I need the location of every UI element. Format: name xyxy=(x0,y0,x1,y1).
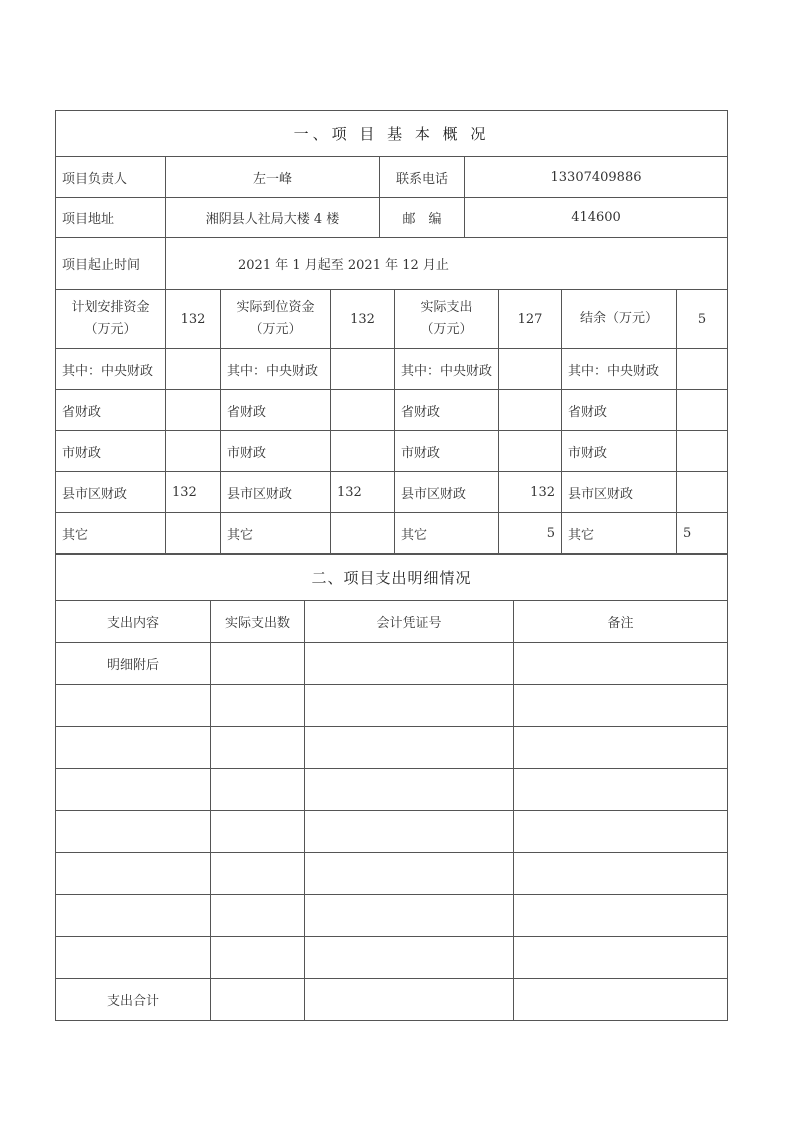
fund-source-value xyxy=(166,513,221,554)
fund-source-value xyxy=(499,431,562,472)
section2-title: 二、项目支出明细情况 xyxy=(56,555,728,601)
detail-cell xyxy=(56,769,211,811)
detail-cell xyxy=(56,811,211,853)
fund-header-line2: （万元） xyxy=(249,322,302,337)
detail-cell xyxy=(305,685,514,727)
fund-header-line1: 结余（万元） xyxy=(579,311,658,326)
fund-source-value xyxy=(677,431,728,472)
fund-source-value: 5 xyxy=(499,513,562,554)
fund-source-value xyxy=(331,513,395,554)
fund-source-value xyxy=(677,349,728,390)
detail-cell xyxy=(305,643,514,685)
detail-cell xyxy=(514,769,728,811)
section1-title: 一、项 目 基 本 概 况 xyxy=(56,111,728,157)
detail-cell xyxy=(305,895,514,937)
detail-cell xyxy=(56,895,211,937)
fund-header-line2: （万元） xyxy=(420,322,473,337)
fund-header-value: 132 xyxy=(166,290,221,349)
detail-column-header: 实际支出数 xyxy=(211,601,305,643)
zip-label: 邮 编 xyxy=(380,198,465,238)
detail-cell xyxy=(514,727,728,769)
detail-row xyxy=(56,937,728,979)
fund-source-label: 市财政 xyxy=(56,431,166,472)
fund-source-value xyxy=(166,390,221,431)
detail-cell xyxy=(514,895,728,937)
detail-cell xyxy=(211,769,305,811)
fund-source-value xyxy=(331,431,395,472)
phone-label: 联系电话 xyxy=(380,157,465,198)
expense-detail-table xyxy=(55,554,728,1021)
detail-cell: 明细附后 xyxy=(56,643,211,685)
fund-source-label: 其它 xyxy=(221,513,331,554)
fund-source-value: 132 xyxy=(331,472,395,513)
fund-header-line1: 实际到位资金 xyxy=(236,300,315,315)
detail-column-header: 支出内容 xyxy=(56,601,211,643)
detail-cell xyxy=(514,685,728,727)
fund-source-label: 县市区财政 xyxy=(56,472,166,513)
fund-header-label xyxy=(56,290,166,349)
fund-header-value: 127 xyxy=(499,290,562,349)
fund-source-label: 县市区财政 xyxy=(221,472,331,513)
detail-cell xyxy=(514,853,728,895)
fund-source-value xyxy=(331,349,395,390)
phone-value: 13307409886 xyxy=(465,157,728,198)
fund-source-value: 132 xyxy=(166,472,221,513)
detail-cell xyxy=(56,937,211,979)
fund-header-label xyxy=(395,290,499,349)
fund-source-value xyxy=(677,390,728,431)
fund-header-value: 132 xyxy=(331,290,395,349)
fund-source-value: 5 xyxy=(677,513,728,554)
fund-source-label: 其它 xyxy=(562,513,677,554)
detail-row xyxy=(56,811,728,853)
detail-cell xyxy=(211,727,305,769)
fund-source-label: 其它 xyxy=(56,513,166,554)
detail-cell xyxy=(211,811,305,853)
total-row xyxy=(56,979,728,1021)
fund-source-label: 其它 xyxy=(395,513,499,554)
fund-source-value: 132 xyxy=(499,472,562,513)
fund-header-value: 5 xyxy=(677,290,728,349)
address-label: 项目地址 xyxy=(56,198,166,238)
fund-source-label: 省财政 xyxy=(221,390,331,431)
period-value: 2021 年 1 月起至 2021 年 12 月止 xyxy=(166,238,728,290)
detail-row xyxy=(56,685,728,727)
detail-cell xyxy=(211,895,305,937)
detail-cell xyxy=(305,853,514,895)
detail-cell xyxy=(211,685,305,727)
detail-cell xyxy=(514,937,728,979)
fund-source-label: 省财政 xyxy=(395,390,499,431)
period-label: 项目起止时间 xyxy=(56,238,166,290)
fund-source-value xyxy=(499,349,562,390)
detail-column-header: 会计凭证号 xyxy=(305,601,514,643)
fund-row xyxy=(56,390,728,431)
detail-cell xyxy=(305,769,514,811)
detail-cell xyxy=(56,853,211,895)
fund-source-label: 其中：中央财政 xyxy=(562,349,677,390)
fund-row xyxy=(56,349,728,390)
fund-header-label xyxy=(221,290,331,349)
detail-cell xyxy=(514,643,728,685)
detail-cell xyxy=(305,811,514,853)
detail-cell xyxy=(305,979,514,1021)
fund-row xyxy=(56,513,728,554)
detail-cell xyxy=(211,979,305,1021)
detail-cell xyxy=(514,811,728,853)
detail-cell xyxy=(305,727,514,769)
fund-source-label: 其中：中央财政 xyxy=(395,349,499,390)
fund-source-label: 县市区财政 xyxy=(562,472,677,513)
address-value: 湘阴县人社局大楼 4 楼 xyxy=(166,198,380,238)
detail-cell xyxy=(211,853,305,895)
fund-row xyxy=(56,472,728,513)
fund-header-label xyxy=(562,290,677,349)
total-label: 支出合计 xyxy=(56,979,211,1021)
detail-row xyxy=(56,643,728,685)
zip-value: 414600 xyxy=(465,198,728,238)
detail-row xyxy=(56,853,728,895)
fund-source-value xyxy=(499,390,562,431)
detail-row xyxy=(56,895,728,937)
detail-cell xyxy=(514,979,728,1021)
leader-label: 项目负责人 xyxy=(56,157,166,198)
fund-header-line2: （万元） xyxy=(84,322,137,337)
fund-source-label: 其中：中央财政 xyxy=(56,349,166,390)
detail-cell xyxy=(56,727,211,769)
fund-source-label: 市财政 xyxy=(562,431,677,472)
basic-info-table xyxy=(55,110,728,290)
detail-cell xyxy=(211,643,305,685)
detail-cell xyxy=(56,685,211,727)
fund-source-value xyxy=(166,431,221,472)
fund-source-label: 市财政 xyxy=(395,431,499,472)
leader-value: 左一峰 xyxy=(166,157,380,198)
fund-source-label: 县市区财政 xyxy=(395,472,499,513)
fund-source-value xyxy=(166,349,221,390)
detail-cell xyxy=(211,937,305,979)
fund-header-line1: 实际支出 xyxy=(420,300,473,315)
fund-source-label: 市财政 xyxy=(221,431,331,472)
fund-source-label: 省财政 xyxy=(562,390,677,431)
fund-row xyxy=(56,431,728,472)
fund-source-value xyxy=(677,472,728,513)
fund-source-label: 其中：中央财政 xyxy=(221,349,331,390)
fund-source-value xyxy=(331,390,395,431)
detail-row xyxy=(56,769,728,811)
fund-source-label: 省财政 xyxy=(56,390,166,431)
fund-header-line1: 计划安排资金 xyxy=(71,300,150,315)
detail-cell xyxy=(305,937,514,979)
detail-column-header: 备注 xyxy=(514,601,728,643)
detail-row xyxy=(56,727,728,769)
funds-table xyxy=(55,289,728,554)
